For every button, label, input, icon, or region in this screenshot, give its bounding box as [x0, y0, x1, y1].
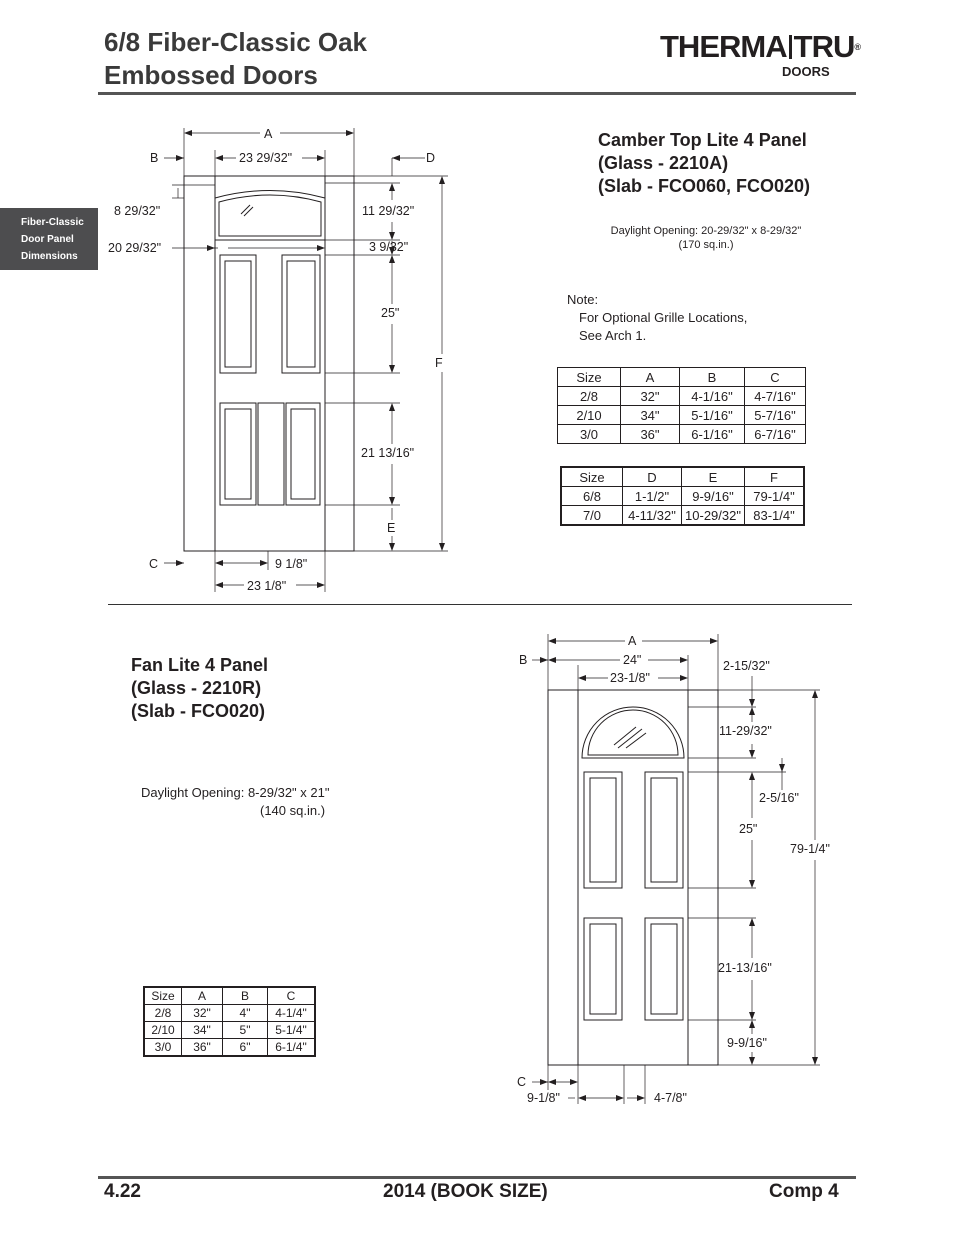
fan-heading-line-1: Fan Lite 4 Panel	[131, 655, 269, 675]
table-header-cell: Size	[144, 987, 182, 1005]
dim-9-1-8: 9 1/8"	[275, 557, 308, 571]
logo-text-right: TRU	[793, 29, 855, 64]
fan-dim-9-1-8: 9-1/8"	[527, 1091, 560, 1105]
camber-daylight-line-2: (170 sq.in.)	[678, 239, 734, 251]
table-cell: 6/8	[561, 487, 623, 506]
dim-25: 25"	[381, 306, 400, 320]
side-tab-line-3: Dimensions	[21, 251, 78, 262]
table-cell: 7/0	[561, 506, 623, 526]
table-header-cell: E	[682, 467, 745, 487]
table-header-cell: B	[680, 368, 745, 387]
fan-dim-2-5-16: 2-5/16"	[759, 791, 799, 805]
table-cell: 5-1/4"	[268, 1022, 316, 1039]
table-header-cell: Size	[561, 467, 623, 487]
table-cell: 4"	[223, 1005, 268, 1022]
table-cell: 83-1/4"	[745, 506, 805, 526]
table-cell: 2/10	[144, 1022, 182, 1039]
dim-label-b: B	[150, 151, 159, 165]
table-cell: 5-7/16"	[745, 406, 806, 425]
camber-heading-line-1: Camber Top Lite 4 Panel	[598, 130, 807, 150]
table-cell: 3/0	[144, 1039, 182, 1057]
fan-daylight-line-1: Daylight Opening: 8-29/32" x 21"	[141, 785, 330, 800]
table-header-cell: C	[745, 368, 806, 387]
footer-comp: Comp 4	[769, 1181, 839, 1202]
table-cell: 34"	[621, 406, 680, 425]
table-cell: 3/0	[558, 425, 621, 444]
fan-heading-line-2: (Glass - 2210R)	[131, 678, 262, 698]
fan-heading-line-3: (Slab - FCO020)	[131, 701, 266, 721]
table-header-cell: F	[745, 467, 805, 487]
table-cell: 6"	[223, 1039, 268, 1057]
table-header-cell: B	[223, 987, 268, 1005]
footer-edition: 2014 (BOOK SIZE)	[383, 1181, 548, 1202]
table-cell: 32"	[621, 387, 680, 406]
fan-dim-23-1-8: 23-1/8"	[610, 671, 650, 685]
fan-glass-outline	[582, 707, 684, 758]
dim-label-d: D	[426, 151, 436, 165]
fan-dim-label-c: C	[517, 1075, 527, 1089]
fan-heading	[131, 654, 268, 723]
dim-11-29-32: 11 29/32"	[362, 204, 415, 218]
fan-dim-4-7-8: 4-7/8"	[654, 1091, 687, 1105]
logo-text-left: THERMA	[660, 29, 787, 64]
table-cell: 2/8	[144, 1005, 182, 1022]
fan-daylight-line-2: (140 sq.in.)	[260, 803, 326, 818]
table-cell: 6-1/16"	[680, 425, 745, 444]
table-header-row	[144, 987, 315, 1005]
dim-23-1-8: 23 1/8"	[247, 579, 287, 593]
table-cell: 4-1/16"	[680, 387, 745, 406]
side-tab-line-2: Door Panel	[21, 234, 74, 245]
fan-dim-24: 24"	[623, 653, 642, 667]
table-cell: 32"	[182, 1005, 223, 1022]
fan-size-table	[143, 986, 316, 1057]
table-cell: 2/10	[558, 406, 621, 425]
footer-rule	[98, 1176, 856, 1179]
table-cell: 79-1/4"	[745, 487, 805, 506]
fan-dim-11-29-32: 11-29/32"	[719, 724, 772, 738]
table-row	[144, 1039, 315, 1057]
fan-dim-2-15-32: 2-15/32"	[723, 659, 770, 673]
table-header-cell: Size	[558, 368, 621, 387]
table-cell: 36"	[621, 425, 680, 444]
side-tab-line-1: Fiber-Classic	[21, 217, 84, 228]
fan-dim-21-13-16: 21-13/16"	[718, 961, 772, 975]
dim-label-a: A	[264, 127, 273, 141]
table-cell: 6-1/4"	[268, 1039, 316, 1057]
title-line-2: Embossed Doors	[104, 60, 318, 90]
fan-dim-label-a: A	[628, 634, 637, 648]
table-cell: 4-11/32"	[623, 506, 682, 526]
table-cell: 10-29/32"	[682, 506, 745, 526]
fan-dim-25: 25"	[739, 822, 758, 836]
table-cell: 9-9/16"	[682, 487, 745, 506]
table-cell: 2/8	[558, 387, 621, 406]
logo-registered: ®	[854, 42, 860, 52]
table-cell: 4-7/16"	[745, 387, 806, 406]
table-cell: 34"	[182, 1022, 223, 1039]
table-header-cell: C	[268, 987, 316, 1005]
camber-heading-line-2: (Glass - 2210A)	[598, 153, 729, 173]
note-line-1: For Optional Grille Locations,	[579, 310, 748, 325]
fan-dim-9-9-16: 9-9/16"	[727, 1036, 767, 1050]
table-cell: 5"	[223, 1022, 268, 1039]
table-cell: 36"	[182, 1039, 223, 1057]
camber-heading-line-3: (Slab - FCO060, FCO020)	[598, 176, 811, 196]
dim-23-29-32: 23 29/32"	[239, 151, 293, 165]
fan-dim-label-b: B	[519, 653, 528, 667]
table-header-cell: A	[621, 368, 680, 387]
table-row	[144, 1022, 315, 1039]
note-title: Note:	[567, 292, 599, 307]
dim-21-13-16: 21 13/16"	[361, 446, 415, 460]
logo-sub-text: DOORS	[782, 64, 830, 79]
table-cell: 5-1/16"	[680, 406, 745, 425]
fan-dim-79-1-4: 79-1/4"	[790, 842, 830, 856]
fan-daylight-opening	[141, 784, 329, 820]
dim-label-e: E	[387, 521, 396, 535]
dim-20-29-32: 20 29/32"	[108, 241, 162, 255]
table-cell: 1-1/2"	[623, 487, 682, 506]
table-header-cell: A	[182, 987, 223, 1005]
table-cell: 4-1/4"	[268, 1005, 316, 1022]
dim-label-f: F	[435, 356, 443, 370]
dim-3-9-32: 3 9/32"	[369, 240, 409, 254]
table-header-cell: D	[623, 467, 682, 487]
table-cell: 6-7/16"	[745, 425, 806, 444]
dim-8-29-32: 8 29/32"	[114, 204, 161, 218]
table-row	[144, 1005, 315, 1022]
footer-page-number: 4.22	[104, 1181, 141, 1202]
camber-daylight-line-1: Daylight Opening: 20-29/32" x 8-29/32"	[610, 225, 802, 237]
title-line-1: 6/8 Fiber-Classic Oak	[104, 27, 368, 57]
note-line-2: See Arch 1.	[579, 328, 647, 343]
dim-label-c: C	[149, 557, 159, 571]
fan-door-outline	[548, 690, 718, 1065]
